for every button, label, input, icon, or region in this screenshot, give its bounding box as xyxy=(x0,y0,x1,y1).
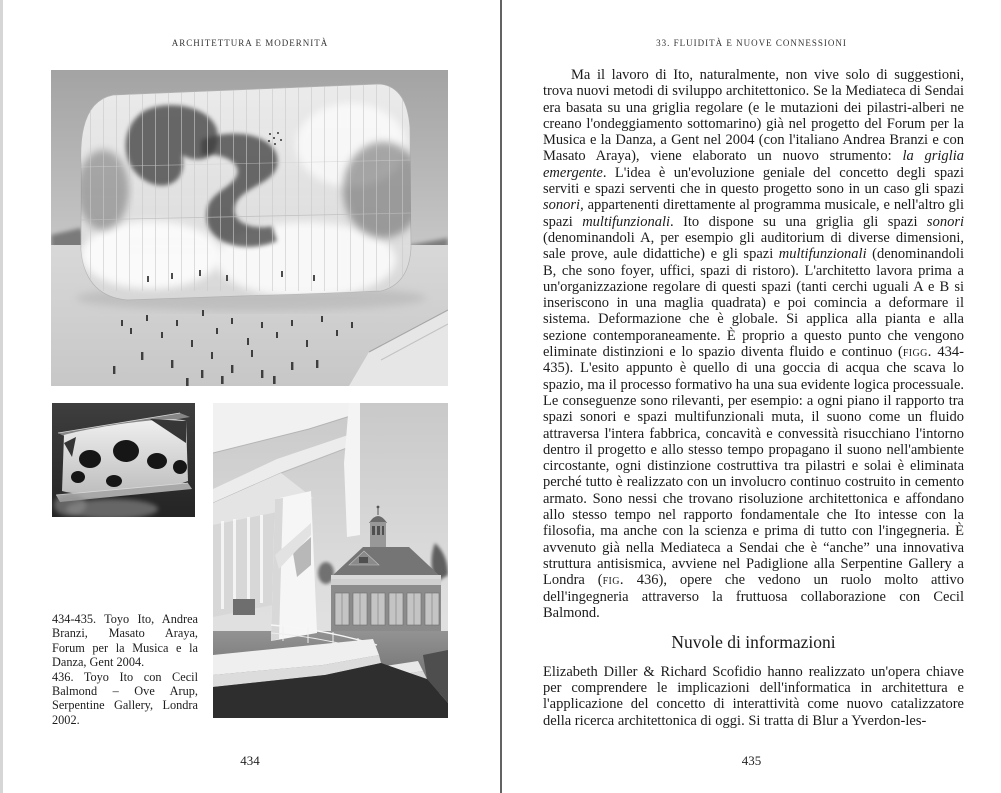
figure-435-structure-model-photo xyxy=(52,403,195,517)
page-gutter-divider xyxy=(500,0,502,793)
figure-captions xyxy=(52,612,198,727)
left-page-number: 434 xyxy=(240,753,260,768)
right-page-number: 435 xyxy=(741,753,762,768)
right-running-header: 33. FLUIDITÀ E NUOVE CONNESSIONI xyxy=(656,38,847,48)
paragraph-ito-griglia-emergente: Ma il lavoro di Ito, naturalmente, non vive solo di suggestioni, trova nuovi metodi di sviluppo architettonico. Se la Mediateca di Sendai era basata su una griglia regolare (e le mutazioni dei pilastri-alberi ne creano l'ondeggiamento sottomarino) già nel progetto del Forum per la Musica e la Danza, a Gent nel 2004 (con l'italiano Andrea Branzi e con Masato Araya), viene elaborato un nuovo strumento: la griglia emergente. L'idea è un'evoluzione geniale del concetto degli spazi serviti e spazi serventi che in questo progetto sono in un caso gli spazi sonori, appartenenti direttamente al programma musicale, e nell'altro gli spazi multifunzionali. Ito dispone su una griglia gli spazi sonori (denominandoli A, per esempio gli auditorium di diverse dimensioni, sale prove, aule didattiche) e gli spazi multifunzionali (denominandoli B, che sono foyer, uffici, spazi di ristoro). L'architetto lavora prima a un'organizzazione regolare di questi spazi (tanti cerchi uguali A e B si inseriscono in una maglia quadrata) e poi comincia a deformare il sistema. Deformazione che è globale. Si applica alla pianta e alla sezione contemporaneamente. È proprio a questo punto che vengono eliminate distinzioni e lo spazio diventa fluido e continuo (figg. 434-435). L'esito appunto è quello di una goccia di acqua che scava lo spazio, ma il processo formativo ha una sua evidente logica processuale. Le conseguenze sono rilevanti, per esempio: a ogni piano il rapporto tra spazi sonori e spazi multifunzionali muta, il suono come un fluido attraversa l'intera fabbrica, concavità e convessità risucchiano l'intorno dentro il progetto e allo stesso tempo propagano il suono nell'ambiente circostante, ogni distinzione costruttiva tra pilastri e solai è eliminata perché tutto è realizzato con un involucro continuo costruito in cemento armato. Sono nessi che trovano risoluzione architettonica e affondano allo stesso tempo nel rapporto fondamentale che Ito intesse con la filosofia, ma anche con la scienza e prima di tutto con l'ingegneria. È avvenuto già nella Mediateca a Sendai che è “anche” una innovativa struttura antisismica, avviene nel Padiglione alla Serpentine Gallery a Londra (fig. 436), opere che vedono un ruolo molto attivo dell'ingegneria attraverso la fruttuosa collaborazione con Cecil Balmond. xyxy=(543,67,965,621)
figure-436-serpentine-pavilion-photo xyxy=(213,403,448,718)
caption-436: 436. Toyo Ito con Cecil Balmond – Ove Arup, Serpentine Gallery, Londra 2002. xyxy=(52,669,198,727)
left-running-header: ARCHITETTURA E MODERNITÀ xyxy=(171,38,329,48)
right-page xyxy=(502,0,1001,793)
body-text-block xyxy=(543,67,964,621)
left-page xyxy=(0,0,500,793)
section-heading: Nuvole di informazioni xyxy=(671,632,836,652)
caption-434-435: 434-435. Toyo Ito, Andrea Branzi, Masato Araya, Forum per la Musica e la Danza, Gent 2004. xyxy=(52,612,198,670)
paragraph-diller-scofidio: Elizabeth Diller & Richard Scofidio hanno realizzato un'opera chiave per comprendere le implicazioni dell'informatica in architettura e l'applicazione del concetto di interattività come nuovo catalizzatore della ricerca architettonica di oggi. Si tratta di Blur a Yverdon-les- xyxy=(543,664,964,729)
figure-434-forum-model-photo xyxy=(51,70,448,386)
